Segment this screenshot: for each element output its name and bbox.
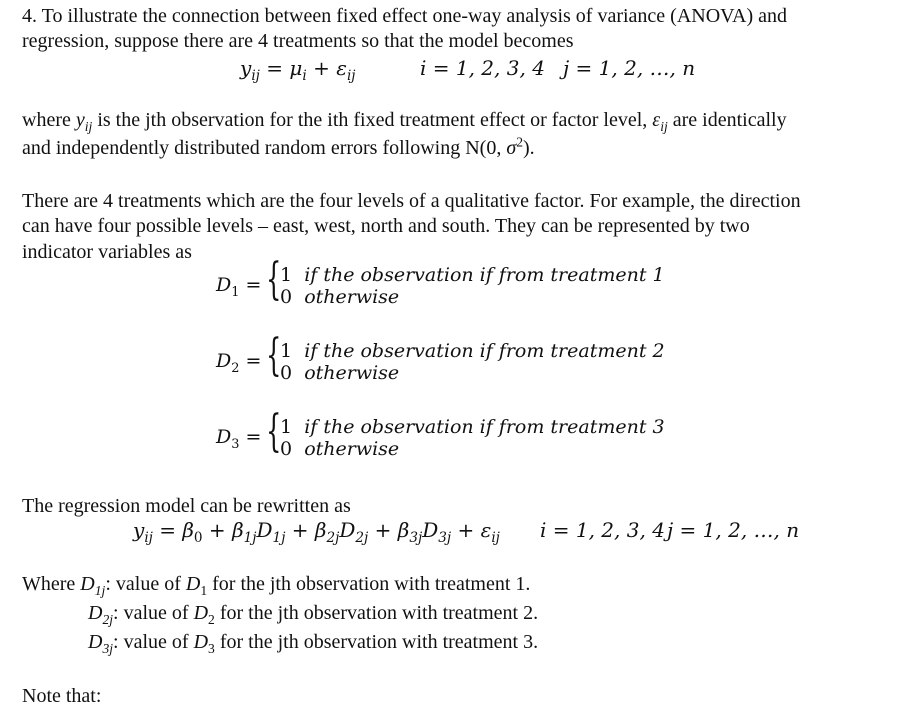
para2-line-1: There are 4 treatments which are the four levels of a qualitative factor. For example, the direction: [22, 190, 801, 212]
brace-symbol: {: [266, 254, 282, 305]
definition-row-1: Where $D_{1j}$: value of $D_1$ for the jth observation with treatment 1.: [22, 573, 531, 598]
where-line-2: and independently distributed random errors following N(0, $\sigma^2$).: [22, 134, 535, 159]
definition-row-3: $D_{3j}$: value of $D_3$ for the jth observation with treatment 3.: [88, 631, 539, 656]
regression-j-range: j = 1, 2, …, n: [667, 518, 800, 542]
regression-equation: $y_{ij} = \beta_0 + \beta_{1j}D_{1j} + \beta_{2j}D_{2j} + \beta_{3j}D_{3j} + \varepsilon_{ij}$: [133, 518, 500, 546]
intro-line-2: regression, suppose there are 4 treatments so that the model becomes: [22, 30, 574, 52]
model-j-range: j = 1, 2, …, n: [563, 56, 696, 80]
para2-line-2: can have four possible levels – east, west, north and south. They can be represented by two: [22, 215, 750, 237]
model-i-range: i = 1, 2, 3, 4: [420, 56, 545, 80]
intro-line-1: 4. To illustrate the connection between fixed effect one-way analysis of variance (ANOVA) and: [22, 5, 787, 27]
note-label: Note that:: [22, 685, 102, 707]
regression-i-range: i = 1, 2, 3, 4: [540, 518, 665, 542]
regression-intro: The regression model can be rewritten as: [22, 495, 351, 517]
brace-symbol: {: [266, 330, 282, 381]
where-line-1: where $y_{ij}$ is the jth observation for the ith fixed treatment effect or factor level, $\varepsilon_{ij}$ are identically: [22, 109, 787, 134]
model-equation: $y_{ij} = \mu_i + \varepsilon_{ij}$: [240, 56, 356, 84]
para2-line-3: indicator variables as: [22, 241, 192, 263]
definition-row-2: $D_{2j}$: value of $D_2$ for the jth observation with treatment 2.: [88, 602, 539, 627]
brace-symbol: {: [266, 406, 282, 457]
